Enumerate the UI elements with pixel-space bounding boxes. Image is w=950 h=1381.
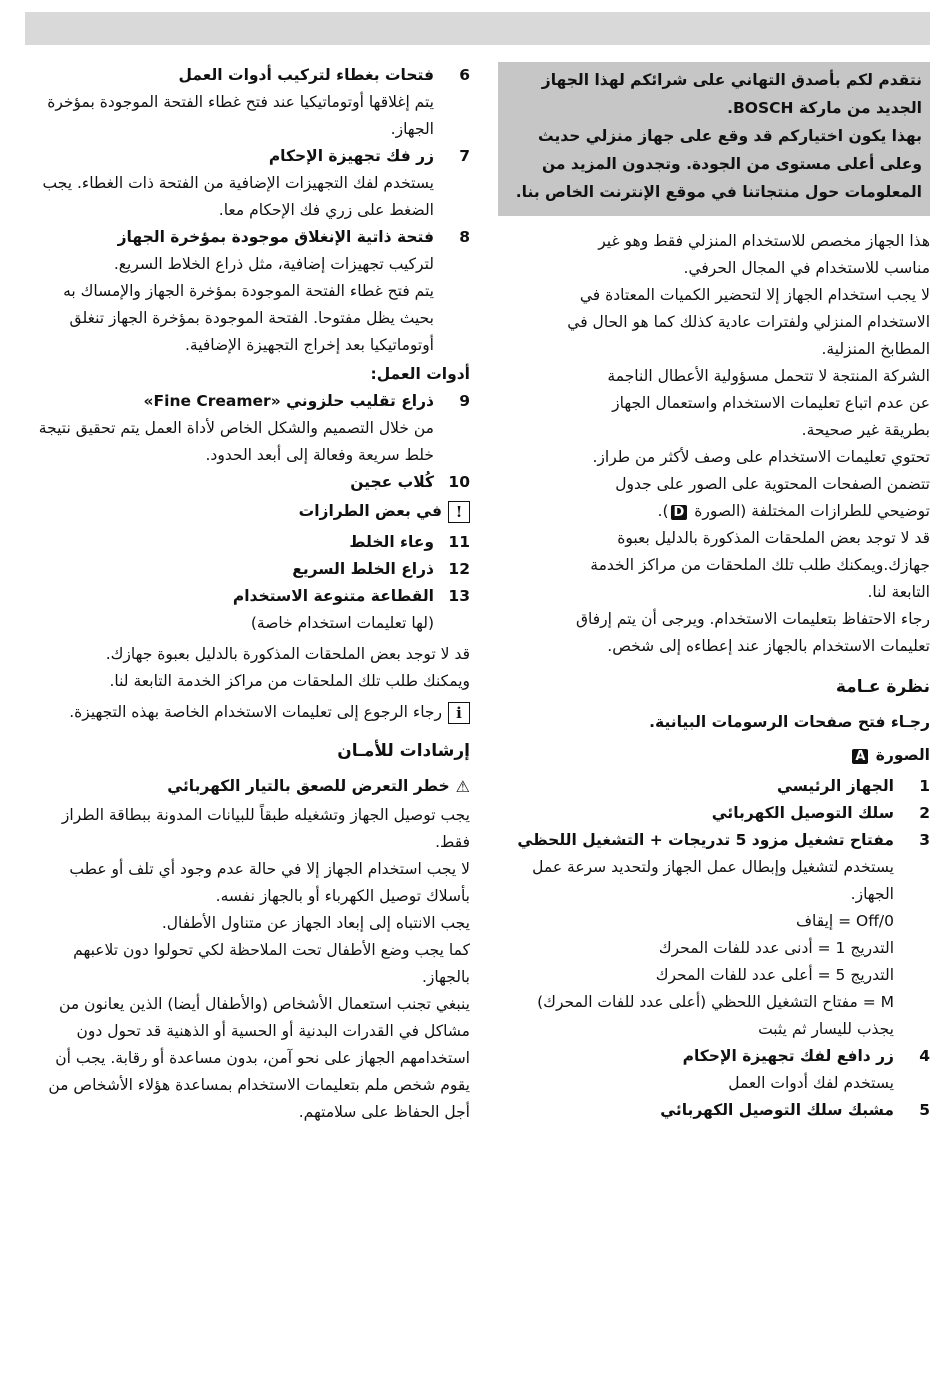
item-body bbox=[498, 827, 894, 1043]
figure-label-text: الصورة bbox=[875, 746, 930, 764]
tools-heading: أدوات العمل: bbox=[370, 365, 470, 383]
list-item bbox=[30, 583, 470, 610]
text-line: قد لا توجد بعض الملحقات المذكورة بالدليل بعبوة bbox=[617, 529, 930, 547]
some-models-text: في بعض الطرازات bbox=[298, 502, 442, 520]
text-line: الاستخدام المنزلي ولفترات عادية كذلك كما هو الحال في bbox=[567, 313, 930, 331]
item-title: ذراع الخلط السريع bbox=[292, 560, 434, 578]
list-item bbox=[30, 529, 470, 556]
item-body bbox=[30, 388, 434, 469]
item-title: الجهاز الرئيسي bbox=[776, 777, 894, 795]
intro-line: المعلومات حول منتجاتنا في موقع الإنترنت الخاص بنا. bbox=[515, 183, 922, 201]
list-item bbox=[30, 224, 470, 359]
list-item bbox=[30, 62, 470, 143]
exclamation-icon: ! bbox=[448, 501, 470, 523]
item-number: 1 bbox=[919, 777, 930, 795]
text-line: الشركة المنتجة لا تتحمل مسؤولية الأعطال الناجمة bbox=[607, 367, 930, 385]
item-number: 5 bbox=[919, 1101, 930, 1119]
list-item bbox=[498, 773, 930, 800]
warning-title: خطر التعرض للصعق بالتيار الكهربائي bbox=[167, 777, 450, 795]
item-title: وعاء الخلط bbox=[349, 533, 434, 551]
safety-paragraph: يجب الانتباه إلى إبعاد الجهاز عن متناول الأطفال. bbox=[161, 914, 470, 932]
paragraph bbox=[498, 525, 930, 606]
some-models-notice bbox=[30, 498, 470, 525]
info-notice bbox=[30, 699, 470, 726]
safety-paragraph: لا يجب استخدام الجهاز إلا في حالة عدم وجود أي تلف أو عطب بأسلاك توصيل الكهرباء أو بالجهاز نفسه. bbox=[69, 860, 470, 905]
item13-note: (لها تعليمات استخدام خاصة) bbox=[250, 614, 434, 632]
text-fragment: توضيحي للطرازات المختلفة (الصورة bbox=[689, 502, 930, 520]
figure-d-reference bbox=[498, 498, 930, 525]
item-body bbox=[30, 469, 434, 496]
header-bar bbox=[25, 12, 930, 45]
paragraph bbox=[498, 282, 930, 363]
item-title: القطاعة متنوعة الاستخدام bbox=[232, 587, 434, 605]
item-body bbox=[498, 800, 894, 827]
item-number: 4 bbox=[919, 1047, 930, 1065]
item-title: سلك التوصيل الكهربائي bbox=[711, 804, 894, 822]
intro-line: الجديد من ماركة BOSCH. bbox=[727, 99, 922, 117]
item-body bbox=[498, 1043, 894, 1097]
item-description: يستخدم لتشغيل وإبطال عمل الجهاز ولتحديد سرعة عمل الجهاز. bbox=[532, 858, 894, 903]
item-description: M = مفتاح التشغيل اللحظي (أعلى عدد للفات المحرك) يجذب لليسار ثم يثبت bbox=[537, 993, 894, 1038]
item-number: 3 bbox=[919, 831, 930, 849]
safety-paragraph: كما يجب وضع الأطفال تحت الملاحظة لكي تحولوا دون تلاعبهم بالجهاز. bbox=[73, 941, 470, 986]
paragraph bbox=[498, 606, 930, 660]
text-line: عن عدم اتباع تعليمات الاستخدام واستعمال الجهاز bbox=[612, 394, 930, 412]
right-column bbox=[498, 62, 930, 1124]
text-line: مناسب للاستخدام في المجال الحرفي. bbox=[683, 259, 930, 277]
text-line: المطابخ المنزلية. bbox=[821, 340, 930, 358]
item-title: فتحات بغطاء لتركيب أدوات العمل bbox=[178, 66, 434, 84]
parts-list-a bbox=[30, 62, 470, 359]
text-line: التابعة لنا. bbox=[867, 583, 930, 601]
item-number: 13 bbox=[448, 587, 470, 605]
item-title: مشبك سلك التوصيل الكهربائي bbox=[660, 1101, 894, 1119]
item-title: فتحة ذاتية الإنغلاق موجودة بمؤخرة الجهاز bbox=[117, 228, 434, 246]
safety-paragraph: ينبغي تجنب استعمال الأشخاص (والأطفال أيضا) الذين يعانون من مشاكل في القدرات البدنية أو الحسية أو الذهنية قد تحول دون استخدامهم الجهاز على نحو آمن، بدون مساعدة أو رقابة. يجب أن يقوم شخص ملم بتعليمات الاستخدام بمساعدة هؤلاء الأشخاص من أجل الحفاظ على سلامتهم. bbox=[48, 995, 470, 1121]
item-title: ذراع تقليب حلزوني «Fine Creamer» bbox=[143, 392, 434, 410]
item-body bbox=[30, 143, 434, 224]
item-number: 9 bbox=[459, 392, 470, 410]
overview-heading: نظرة عـامة bbox=[835, 677, 930, 697]
list-item bbox=[30, 556, 470, 583]
list-item bbox=[498, 800, 930, 827]
warning-triangle-icon: ⚠ bbox=[455, 777, 470, 796]
intro-line: نتقدم لكم بأصدق التهاني على شرائكم لهذا الجهاز bbox=[541, 71, 922, 89]
item-number: 11 bbox=[448, 533, 470, 551]
item-description: يتم فتح غطاء الفتحة الموجودة بمؤخرة الجهاز والإمساك به بحيث يظل مفتوحا. الفتحة الموجودة بمؤخرة الجهاز تنغلق أوتوماتيكيا بعد إخراج التجهيزة الإضافية. bbox=[63, 282, 434, 354]
item-body bbox=[30, 556, 434, 583]
electric-shock-warning bbox=[30, 773, 470, 800]
parts-list-c bbox=[30, 529, 470, 610]
text-line: هذا الجهاز مخصص للاستخدام المنزلي فقط وهو غير bbox=[598, 232, 930, 250]
figure-d-badge: D bbox=[671, 505, 688, 520]
item-number: 10 bbox=[448, 473, 470, 491]
list-item bbox=[498, 1097, 930, 1124]
intro-line: بهذا يكون اختياركم قد وقع على جهاز منزلي حديث bbox=[538, 127, 922, 145]
safety-paragraph: يجب توصيل الجهاز وتشغيله طبقاً للبيانات المدونة ببطاقة الطراز فقط. bbox=[61, 806, 470, 851]
accessories-note-line: ويمكنك طلب تلك الملحقات من مراكز الخدمة التابعة لنا. bbox=[109, 672, 470, 690]
intro-box bbox=[498, 62, 930, 216]
item-description: يستخدم لفك التجهيزات الإضافية من الفتحة ذات الغطاء. يجب الضغط على زري فك الإحكام معا. bbox=[42, 174, 434, 219]
item-description: يستخدم لفك أدوات العمل bbox=[728, 1074, 894, 1092]
item-title: كُلاب عجين bbox=[350, 473, 434, 491]
item-body bbox=[30, 583, 434, 610]
overview-list bbox=[498, 773, 930, 1124]
item-body bbox=[30, 529, 434, 556]
text-line: تحتوي تعليمات الاستخدام على وصف لأكثر من طراز. bbox=[592, 448, 930, 466]
left-column bbox=[30, 62, 470, 1126]
item-number: 6 bbox=[459, 66, 470, 84]
list-item bbox=[30, 143, 470, 224]
safety-heading: إرشادات للأمـان bbox=[337, 741, 470, 761]
item-number: 7 bbox=[459, 147, 470, 165]
item-description: التدريج 1 = أدنى عدد للفات المحرك bbox=[658, 939, 894, 957]
info-note-text: رجاء الرجوع إلى تعليمات الاستخدام الخاصة بهذه التجهيزة. bbox=[69, 703, 442, 721]
list-item bbox=[30, 388, 470, 469]
item-title: زر دافع لفك تجهيزة الإحكام bbox=[682, 1047, 894, 1065]
info-icon: i bbox=[448, 702, 470, 724]
figure-a-label bbox=[498, 742, 930, 769]
text-line: رجاء الاحتفاظ بتعليمات الاستخدام. ويرجى أن يتم إرفاق bbox=[575, 610, 930, 628]
figure-a-badge: A bbox=[852, 749, 868, 764]
item-description: من خلال التصميم والشكل الخاص لأداة العمل يتم تحقيق نتيجة خلط سريعة وفعالة إلى أبعد الحدود. bbox=[38, 419, 434, 464]
safety-paragraphs bbox=[30, 802, 470, 1126]
item-body bbox=[498, 773, 894, 800]
item-description: Off/0 = إيقاف bbox=[795, 912, 894, 930]
item-description: التدريج 5 = أعلى عدد للفات المحرك bbox=[655, 966, 894, 984]
item-title: زر فك تجهيزة الإحكام bbox=[268, 147, 434, 165]
item-number: 12 bbox=[448, 560, 470, 578]
item-number: 8 bbox=[459, 228, 470, 246]
text-fragment: ). bbox=[657, 502, 669, 520]
overview-subhead: رجـاء فتح صفحات الرسومات البيانية. bbox=[649, 713, 930, 731]
text-line: تعليمات الاستخدام بالجهاز عند إعطاءه إلى شخص. bbox=[607, 637, 930, 655]
parts-list-b bbox=[30, 388, 470, 496]
paragraph bbox=[498, 228, 930, 282]
item-number: 2 bbox=[919, 804, 930, 822]
text-line: تتضمن الصفحات المحتوية على الصور على جدول bbox=[615, 475, 930, 493]
intro-line: وعلى أعلى مستوى من الجودة. وتجدون المزيد من bbox=[541, 155, 922, 173]
list-item bbox=[498, 827, 930, 1043]
accessories-note-line: قد لا توجد بعض الملحقات المذكورة بالدليل بعبوة جهازك. bbox=[105, 645, 470, 663]
text-line: لا يجب استخدام الجهاز إلا لتحضير الكميات المعتادة في bbox=[579, 286, 930, 304]
item-description: يتم إغلاقها أوتوماتيكيا عند فتح غطاء الفتحة الموجودة بمؤخرة الجهاز. bbox=[47, 93, 434, 138]
item-description: لتركيب تجهيزات إضافية، مثل ذراع الخلاط السريع. bbox=[113, 255, 434, 273]
list-item bbox=[30, 469, 470, 496]
paragraph bbox=[498, 363, 930, 444]
item-body bbox=[30, 62, 434, 143]
list-item bbox=[498, 1043, 930, 1097]
text-line: جهازك.ويمكنك طلب تلك الملحقات من مراكز الخدمة bbox=[590, 556, 930, 574]
item-title: مفتاح تشغيل مزود 5 تدريجات + التشغيل اللحظي bbox=[517, 831, 894, 849]
item-body bbox=[30, 224, 434, 359]
text-line: بطريقة غير صحيحة. bbox=[801, 421, 930, 439]
paragraph bbox=[498, 444, 930, 525]
item-body bbox=[498, 1097, 894, 1124]
